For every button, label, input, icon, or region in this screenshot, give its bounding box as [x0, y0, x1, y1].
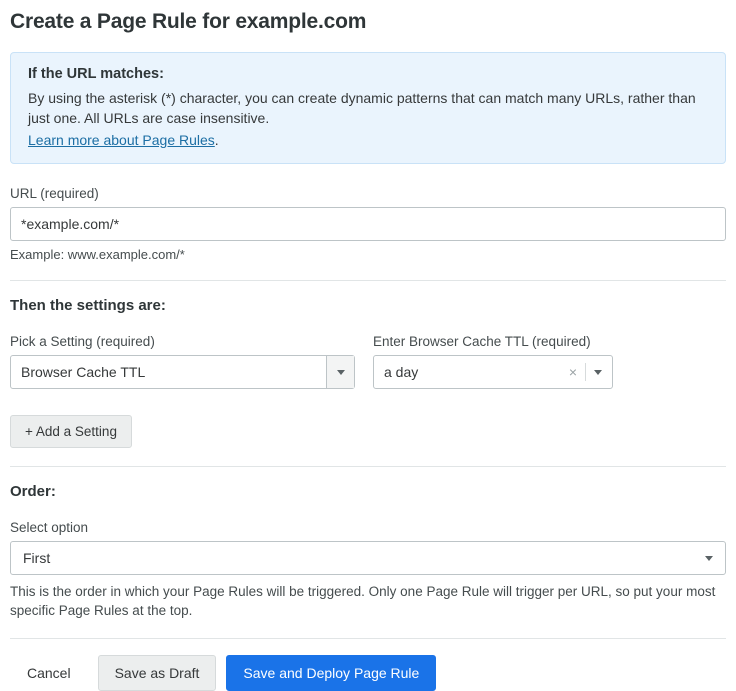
chevron-down-icon[interactable] — [705, 556, 713, 561]
settings-section-title: Then the settings are: — [10, 297, 166, 314]
save-and-deploy-button[interactable]: Save and Deploy Page Rule — [226, 655, 436, 691]
url-field-hint: Example: www.example.com/* — [10, 247, 185, 262]
url-field-label: URL (required) — [10, 186, 99, 201]
divider-settings — [10, 280, 726, 281]
order-section-title: Order: — [10, 483, 56, 500]
order-select[interactable] — [10, 541, 726, 575]
clear-icon[interactable]: × — [568, 364, 577, 380]
action-buttons — [10, 655, 726, 691]
ttl-value: a day — [384, 364, 419, 380]
learn-more-link[interactable]: Learn more about Page Rules — [28, 132, 215, 148]
chevron-down-icon — [337, 370, 345, 375]
pick-setting-label: Pick a Setting (required) — [10, 334, 155, 349]
page-title: Create a Page Rule for example.com — [10, 10, 367, 33]
order-select-value: First — [23, 550, 51, 566]
info-box-heading: If the URL matches: — [28, 66, 164, 82]
order-select-label: Select option — [10, 520, 89, 535]
divider-order — [10, 466, 726, 467]
add-setting-button[interactable]: + Add a Setting — [10, 415, 132, 448]
settings-row — [10, 334, 726, 389]
pick-setting-select[interactable] — [10, 355, 355, 389]
url-match-info-box — [10, 52, 726, 164]
chevron-down-icon[interactable] — [594, 370, 602, 375]
cancel-button[interactable]: Cancel — [10, 655, 88, 691]
ttl-group — [373, 334, 613, 389]
info-link-suffix: . — [214, 132, 219, 148]
divider-actions — [10, 638, 726, 639]
order-note: This is the order in which your Page Rules will be triggered. Only one Page Rule will trigger per URL, so put your most specific Page Rules at the top. — [10, 584, 716, 618]
pick-setting-value: Browser Cache TTL — [21, 364, 146, 380]
info-box-body: By using the asterisk (*) character, you can create dynamic patterns that can match many URLs, rather than just one. All URLs are case insensitive. — [28, 90, 696, 126]
page-rule-form — [0, 10, 736, 691]
save-as-draft-button[interactable]: Save as Draft — [98, 655, 217, 691]
pick-setting-group — [10, 334, 355, 389]
ttl-label: Enter Browser Cache TTL (required) — [373, 334, 591, 349]
separator — [585, 363, 586, 381]
url-input[interactable] — [10, 207, 726, 241]
ttl-select[interactable] — [373, 355, 613, 389]
pick-setting-dropdown-button[interactable] — [326, 356, 354, 388]
